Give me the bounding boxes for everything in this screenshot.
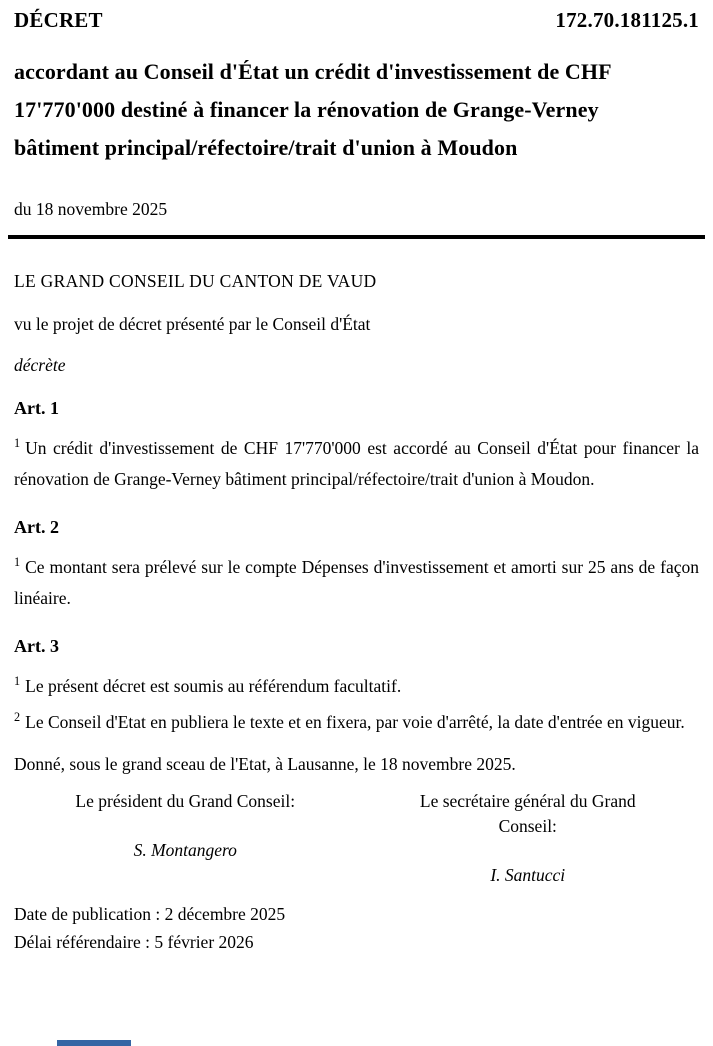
- paragraph-superscript: 1: [14, 555, 21, 570]
- publication-info: [14, 900, 699, 956]
- paragraph-text: Ce montant sera prélevé sur le compte Dépenses d'investissement et amorti sur 25 ans de façon linéaire.: [14, 557, 699, 608]
- signature-name: S. Montangero: [133, 840, 237, 860]
- paragraph-superscript: 1: [14, 436, 21, 451]
- signature-role: Le secrétaire général du Grand Conseil:: [419, 791, 636, 836]
- document-header: [14, 8, 699, 33]
- article-2-label: Art. 2: [14, 517, 59, 537]
- paragraph-text: Le Conseil d'Etat en publiera le texte et en fixera, par voie d'arrêté, la date d'entrée en vigueur.: [25, 712, 685, 732]
- article-3: [14, 636, 699, 738]
- enacting-authority: LE GRAND CONSEIL DU CANTON DE VAUD: [14, 271, 377, 291]
- referendum-deadline-line: Délai référendaire : 5 février 2026: [14, 932, 254, 952]
- signature-block: [14, 789, 699, 886]
- clipped-blue-element: [57, 1040, 131, 1046]
- document-reference-number: 172.70.181125.1: [555, 8, 699, 32]
- document-title: accordant au Conseil d'État un crédit d'investissement de CHF 17'770'000 destiné à financer la rénovation de Grange-Verney bâtiment principal/réfectoire/trait d'union à Moudon: [14, 59, 611, 160]
- article-3-paragraph-1: [14, 671, 699, 702]
- signature-president: [14, 789, 357, 886]
- enacting-formula: décrète: [14, 355, 66, 375]
- signature-role: Le président du Grand Conseil:: [75, 791, 296, 811]
- paragraph-text: Un crédit d'investissement de CHF 17'770'000 est accordé au Conseil d'État pour financer la rénovation de Grange-Verney bâtiment principal/réfectoire/trait d'union à Moudon.: [14, 438, 699, 489]
- article-1-label: Art. 1: [14, 398, 59, 418]
- paragraph-superscript: 2: [14, 710, 21, 725]
- separator-rule: [8, 235, 705, 239]
- signature-secretary-general: [357, 789, 700, 886]
- document-type-label: DÉCRET: [14, 8, 103, 32]
- preamble-considering: vu le projet de décret présenté par le Conseil d'État: [14, 314, 371, 334]
- paragraph-superscript: 1: [14, 674, 21, 689]
- paragraph-text: Le présent décret est soumis au référendum facultatif.: [25, 676, 402, 696]
- article-2-paragraph-1: [14, 552, 699, 614]
- closing-formula: Donné, sous le grand sceau de l'Etat, à Lausanne, le 18 novembre 2025.: [14, 754, 516, 774]
- article-1-paragraph-1: [14, 433, 699, 495]
- decree-date-line: du 18 novembre 2025: [14, 199, 168, 219]
- publication-date-line: Date de publication : 2 décembre 2025: [14, 904, 286, 924]
- article-2: [14, 517, 699, 614]
- article-3-label: Art. 3: [14, 636, 59, 656]
- signature-name: I. Santucci: [490, 865, 566, 885]
- article-3-paragraph-2: [14, 707, 699, 738]
- article-1: [14, 398, 699, 495]
